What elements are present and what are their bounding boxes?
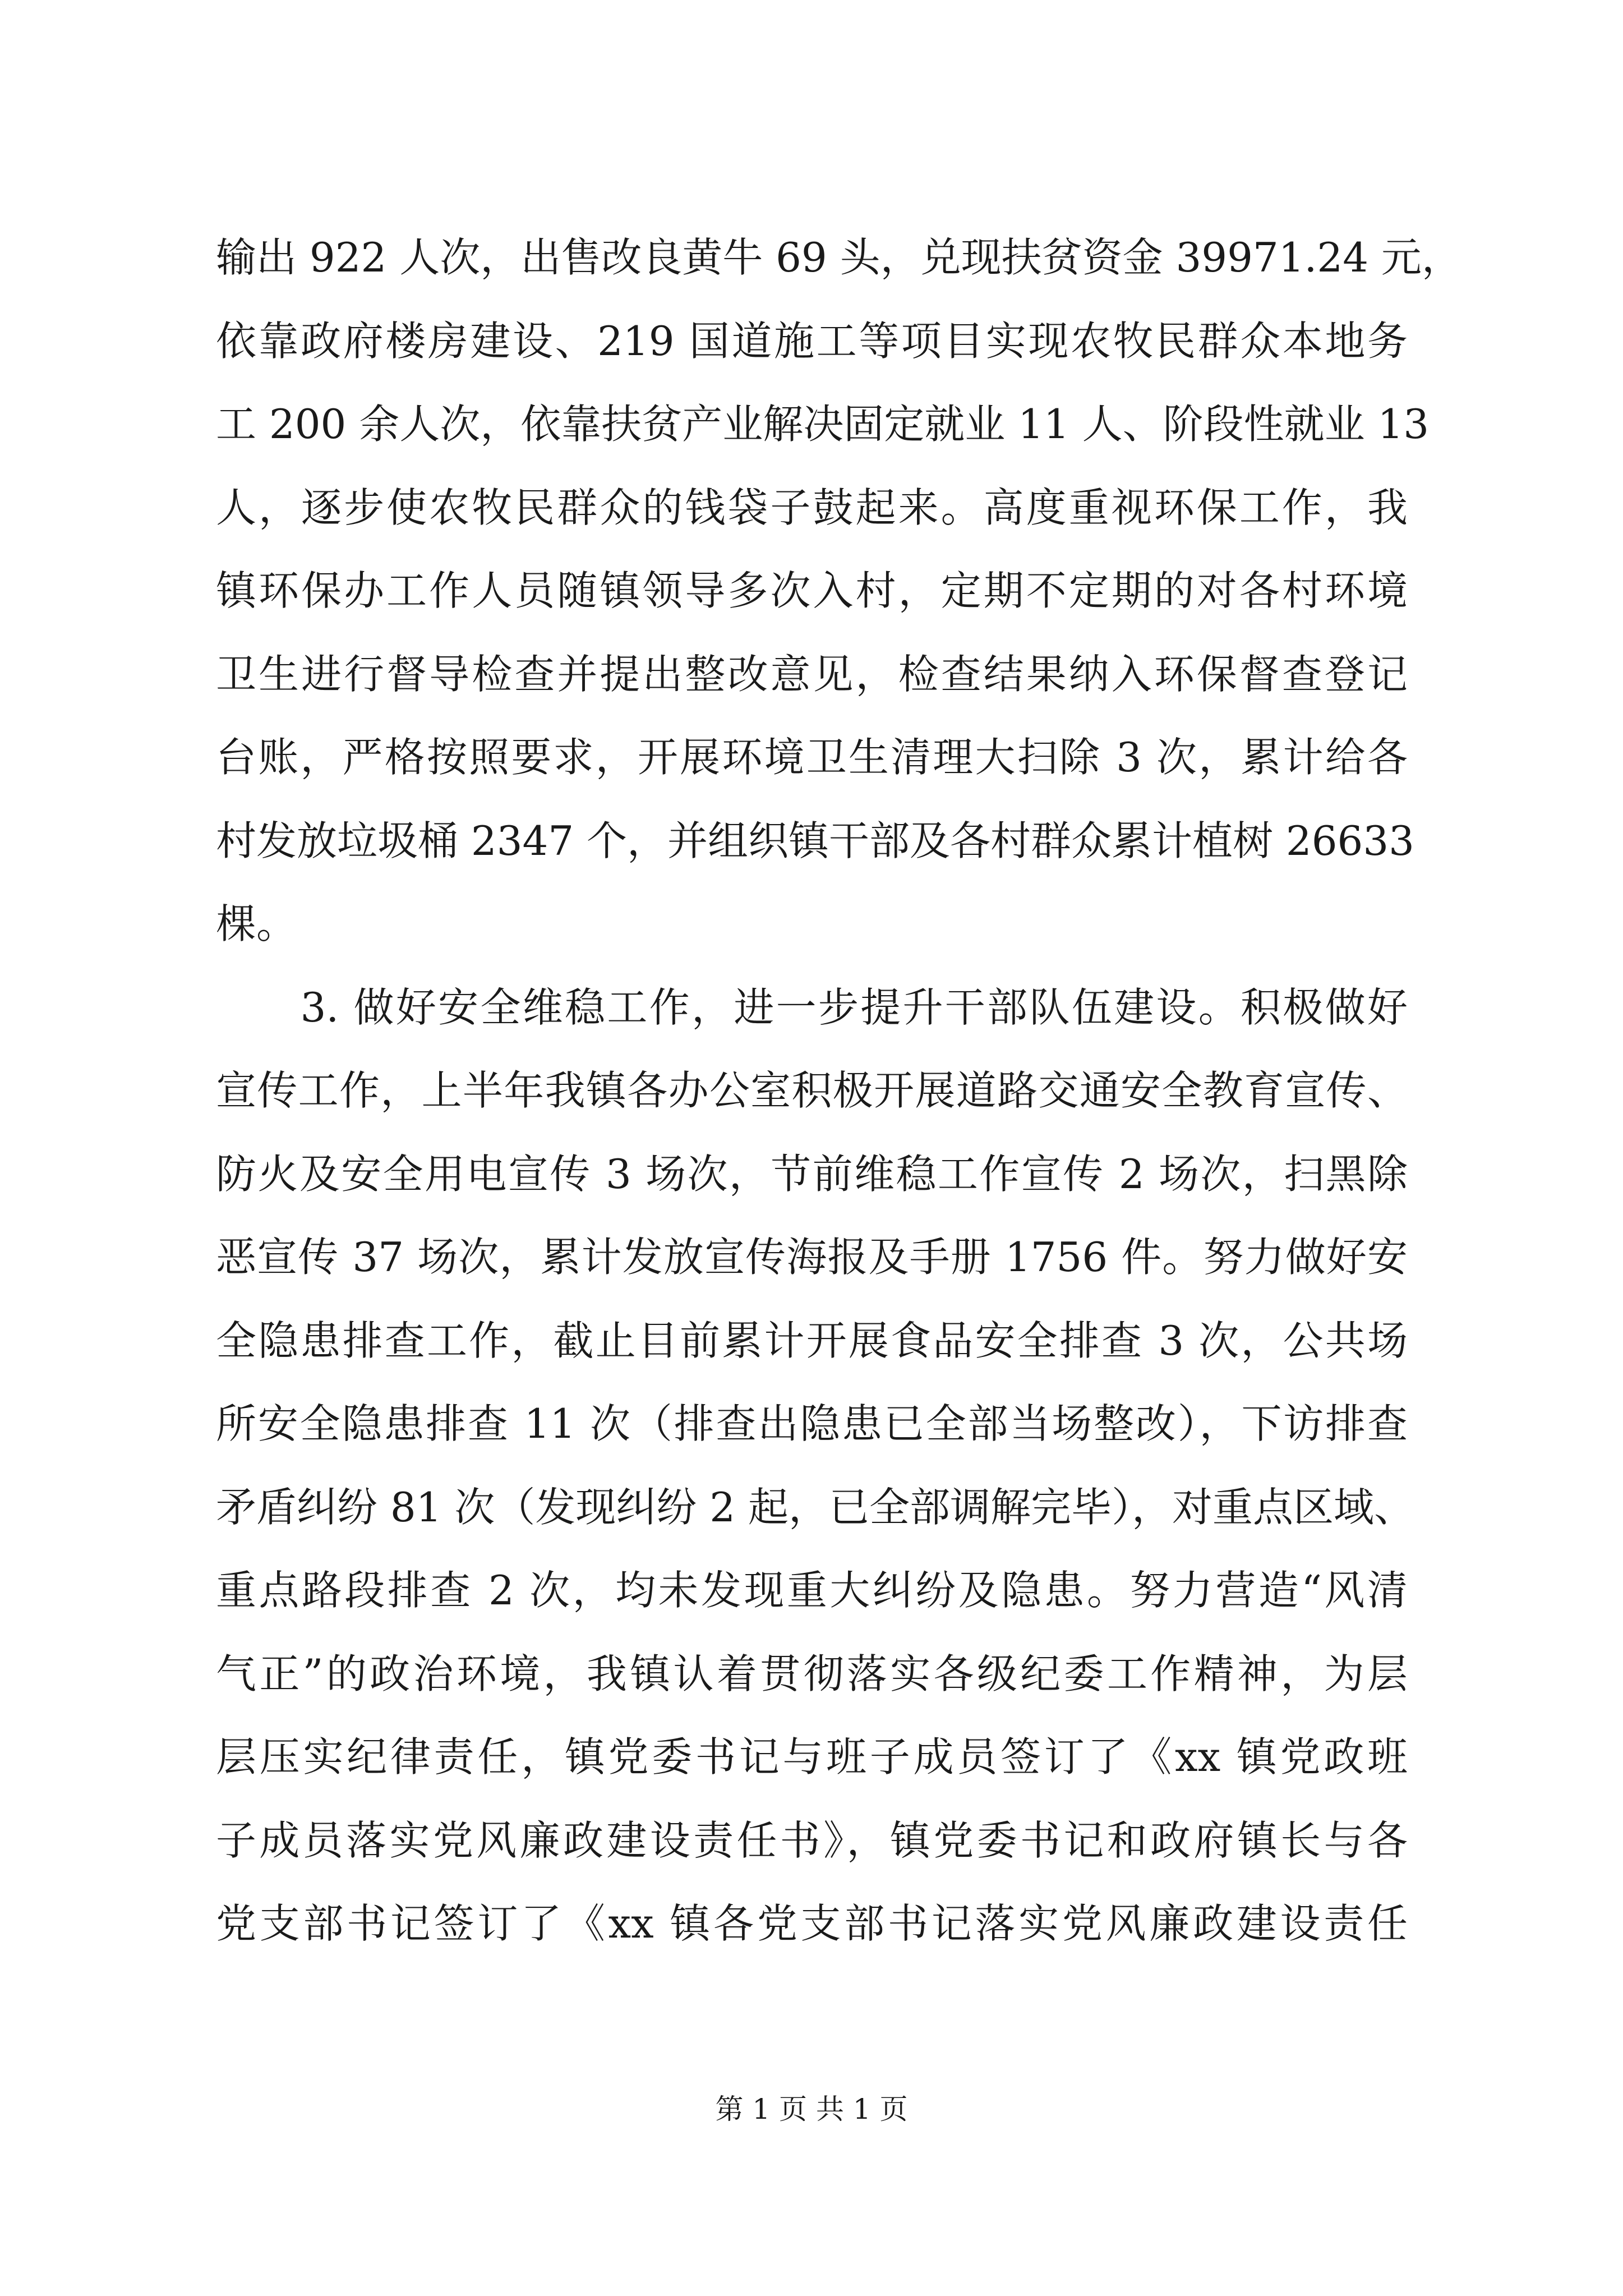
text-line: 层压实纪律责任，镇党委书记与班子成员签订了《xx 镇党政班 [216,1733,1408,1780]
page-footer: 第 1 页 共 1 页 [715,2093,908,2125]
text-line: 输出 922 人次，出售改良黄牛 69 头，兑现扶贫资金 39971.24 元， [216,234,1462,281]
text-line: 全隐患排查工作，截止目前累计开展食品安全排查 3 次，公共场 [216,1317,1408,1364]
text-line: 台账，严格按照要求，开展环境卫生清理大扫除 3 次，累计给各 [216,734,1408,781]
text-line: 重点路段排查 2 次，均未发现重大纠纷及隐患。努力营造“风清 [216,1567,1408,1614]
text-line: 所安全隐患排查 11 次（排查出隐患已全部当场整改），下访排查 [216,1400,1408,1447]
text-line: 村发放垃圾桶 2347 个，并组织镇干部及各村群众累计植树 26633 [216,817,1414,864]
text-line: 矛盾纠纷 81 次（发现纠纷 2 起，已全部调解完毕），对重点区域、 [216,1483,1414,1531]
text-line: 人，逐步使农牧民群众的钱袋子鼓起来。高度重视环保工作，我 [216,484,1408,531]
text-line: 气正”的政治环境，我镇认着贯彻落实各级纪委工作精神，为层 [216,1650,1408,1697]
text-line: 卫生进行督导检查并提出整改意见，检查结果纳入环保督查登记 [216,650,1408,698]
body-text [216,216,1462,1966]
text-line: 防火及安全用电宣传 3 场次，节前维稳工作宣传 2 场次，扫黑除 [216,1150,1408,1198]
text-line: 依靠政府楼房建设、219 国道施工等项目实现农牧民群众本地务 [216,317,1408,365]
text-line: 党支部书记签订了《xx 镇各党支部书记落实党风廉政建设责任 [216,1900,1408,1947]
text-line: 镇环保办工作人员随镇领导多次入村，定期不定期的对各村环境 [216,567,1408,614]
text-line: 恶宣传 37 场次，累计发放宣传海报及手册 1756 件。努力做好安 [216,1234,1408,1281]
text-line: 棵。 [216,900,297,947]
text-line: 工 200 余人次，依靠扶贫产业解决固定就业 11 人、阶段性就业 13 [216,401,1430,448]
text-line: 宣传工作，上半年我镇各办公室积极开展道路交通安全教育宣传、 [216,1067,1408,1114]
text-line: 3. 做好安全维稳工作，进一步提升干部队伍建设。积极做好 [216,983,1408,1031]
text-line: 子成员落实党风廉政建设责任书》，镇党委书记和政府镇长与各 [216,1816,1408,1864]
